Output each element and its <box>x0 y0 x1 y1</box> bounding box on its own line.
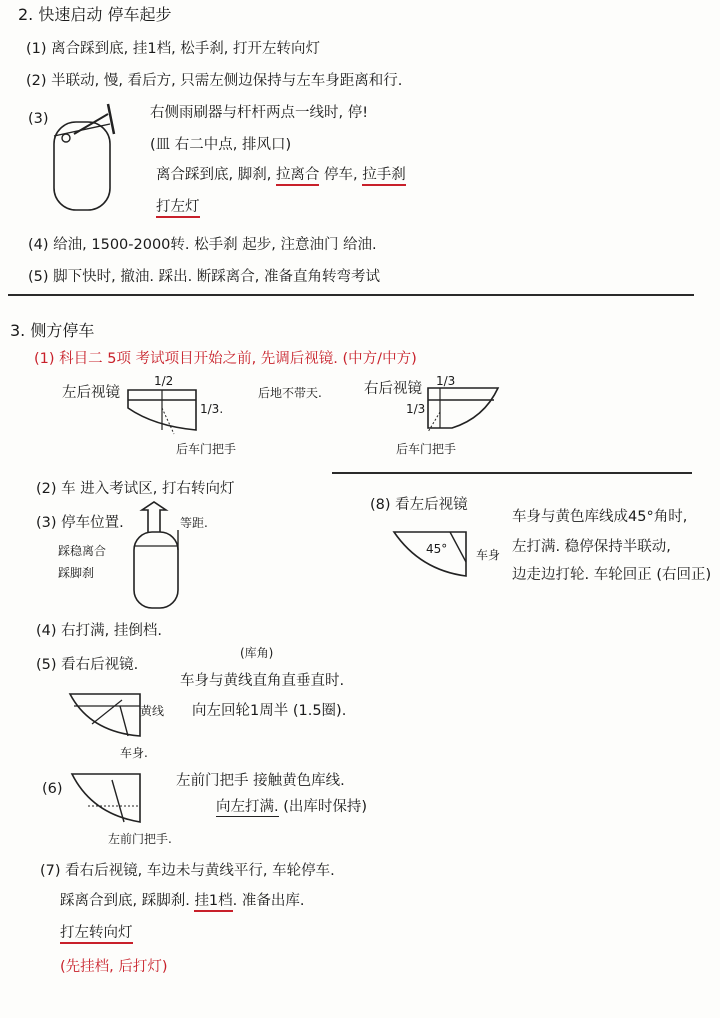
step3-left-signal: 打左灯 <box>156 199 200 218</box>
step5-line1: 车身与黄线直角直垂直时. <box>180 673 345 689</box>
section3-step4: (4) 右打满, 挂倒档. <box>36 623 162 639</box>
section2-step4: (4) 给油, 1500-2000转. 松手刹 起步, 注意油门 给油. <box>28 237 377 253</box>
step5-yellow-line-label: 黄线 <box>140 704 165 718</box>
right-mirror-frac-top: 1/3 <box>436 374 456 388</box>
right-door-handle-label: 后车门把手 <box>396 442 457 456</box>
section2-step3-line4 <box>156 198 200 216</box>
step3-clutch-text: 离合踩到底, 脚刹, <box>156 167 272 183</box>
section3-title: 3. 侧方停车 <box>10 321 95 340</box>
step7-left-signal: 打左转向灯 <box>60 925 133 944</box>
step3-clutch-red: 拉离合 <box>276 167 320 186</box>
step8-body-label: 车身 <box>476 548 501 562</box>
right-mirror-label: 右后视镜 <box>364 381 422 397</box>
step5-body-label: 车身. <box>120 746 148 760</box>
section2-title: 2. 快速启动 停车起步 <box>18 5 172 24</box>
step5-corner-note: (库角) <box>240 646 274 660</box>
step7-first-gear: 挂1档 <box>194 893 232 912</box>
section3-step1: (1) 科目二 5项 考试项目开始之前, 先调后视镜. (中方/中方) <box>34 351 417 367</box>
step3-stop-text: 停车, <box>324 167 358 183</box>
section3-step6-label: (6) <box>42 781 63 797</box>
section2-step5: (5) 脚下快时, 撤油. 踩出. 断踩离合, 准备直角转弯考试 <box>28 269 381 285</box>
car-position-sketch <box>128 502 188 612</box>
step5-line2: 向左回轮1周半 (1.5圈). <box>192 703 347 719</box>
right-mirror-sketch <box>424 384 504 434</box>
left-door-handle-label: 后车门把手 <box>176 442 237 456</box>
step6-handle-label: 左前门把手. <box>108 832 172 846</box>
section-divider <box>8 294 694 296</box>
ground-sky-note: 后地不带天. <box>258 386 322 400</box>
section3-step3-label: (3) 停车位置. <box>36 515 124 531</box>
left-mirror-label: 左后视镜 <box>62 385 120 401</box>
section3-step5-label: (5) 看右后视镜. <box>36 657 139 673</box>
right-mirror-frac-side: 1/3 <box>406 402 426 416</box>
step3-clutch-note: 踩稳离合 <box>58 544 107 558</box>
section2-step3-line2: (皿 右二中点, 排风口) <box>150 137 292 153</box>
step6-mirror-sketch <box>68 770 148 826</box>
step8-text-line1: 车身与黄色库线成45°角时, <box>512 509 688 525</box>
step8-angle-label: 45° <box>426 542 448 556</box>
step3-handbrake-red: 拉手刹 <box>362 167 406 186</box>
step8-text-line2: 左打满. 稳停保持半联动, <box>512 539 671 555</box>
step6-line1: 左前门把手 接触黄色库线. <box>176 773 345 789</box>
section3-step8-label: (8) 看左后视镜 <box>370 497 468 513</box>
section2-step2: (2) 半联动, 慢, 看后方, 只需左侧边保持与左车身距离和行. <box>26 73 403 89</box>
section2-step3-line1: 右侧雨刷器与杆杆两点一线时, 停! <box>150 105 369 121</box>
step8-text-line3: 边走边打轮. 车轮回正 (右回正) <box>512 567 712 583</box>
section2-step3-label: (3) <box>28 111 49 127</box>
step6-exit-keep: (出库时保持) <box>283 799 368 815</box>
equal-distance-note: 等距. <box>180 516 208 530</box>
step3-brake-note: 踩脚刹 <box>58 566 95 580</box>
step5-mirror-sketch <box>66 690 146 740</box>
left-mirror-frac-half: 1/2 <box>154 374 174 388</box>
section3-step2: (2) 车 进入考试区, 打右转向灯 <box>36 481 235 497</box>
section3-step7-line2 <box>60 892 305 910</box>
subsection-divider <box>332 472 692 474</box>
section2-step3-line3 <box>156 166 406 184</box>
left-mirror-sketch <box>124 386 204 436</box>
step7-clutch-brake: 踩离合到底, 踩脚刹. <box>60 893 190 909</box>
section3-step7-line3 <box>60 924 133 942</box>
step6-turn-left-full: 向左打满. <box>216 799 279 815</box>
section2-step1: (1) 离合踩到底, 挂1档, 松手刹, 打开左转向灯 <box>26 41 321 57</box>
section3-step7-line1: (7) 看右后视镜, 车边未与黄线平行, 车轮停车. <box>40 863 335 879</box>
wiper-sketch <box>44 100 134 215</box>
step6-line2 <box>216 798 367 816</box>
left-mirror-frac-third: 1/3. <box>200 402 224 416</box>
section3-step7-line4: (先挂档, 后打灯) <box>60 959 168 975</box>
step7-ready-exit: . 准备出库. <box>232 893 305 909</box>
